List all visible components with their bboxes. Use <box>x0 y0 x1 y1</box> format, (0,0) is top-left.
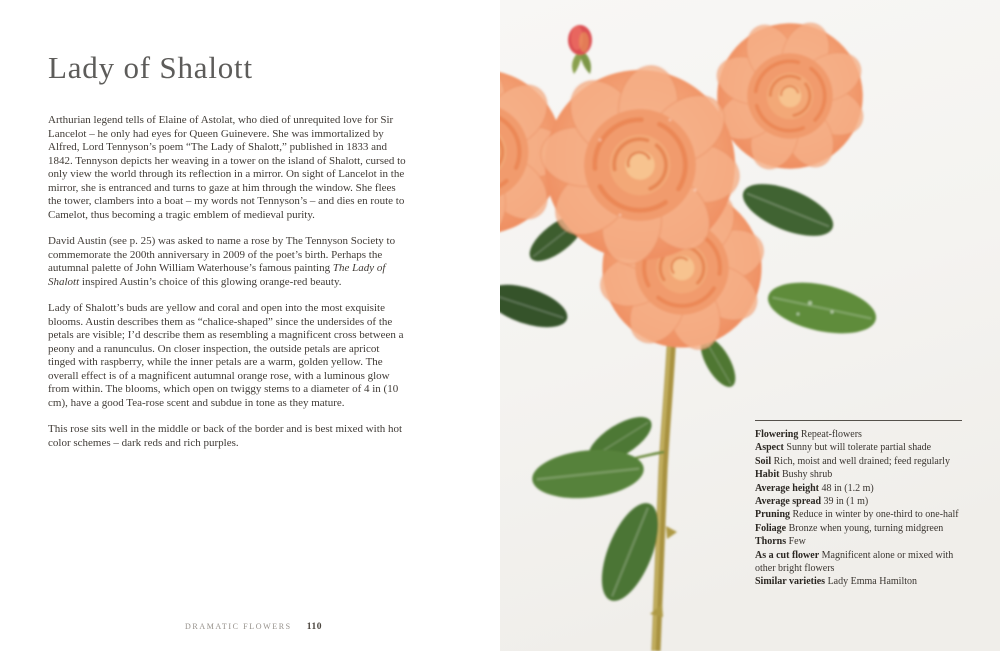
detail-row <box>755 575 973 588</box>
detail-value: Magnificent alone or mixed with other bright flowers <box>755 549 954 575</box>
detail-label: Average spread <box>755 496 822 508</box>
detail-row <box>755 535 973 548</box>
paragraph <box>48 114 406 222</box>
divider-line <box>755 420 962 421</box>
detail-value: Bushy shrub <box>779 469 833 481</box>
detail-value: Rich, moist and well drained; feed regularly <box>771 455 950 467</box>
detail-label: Thorns <box>755 536 787 548</box>
article-body <box>48 114 406 463</box>
text-run: Lady of Shalott’s buds are yellow and coral and open into the most exquisite blooms. Austin describes them as “chalice-shaped” since the undersides of the petals are visible; I’d describe them as resembling a magnificent cross between a peony and a ranunculus. On closer inspection, the outside petals are apricot tinged with raspberry, while the inner petals are a warm, golden yellow. The overall effect is of a magnificent autumnal orange rose, with a luminous glow from within. The blooms, which open on twiggy stems to a diameter of 4 in (10 cm), have a good Tea-rose scent and subdue in tone as they mature. <box>48 302 404 409</box>
text-run: inspired Austin’s choice of this glowing orange-red beauty. <box>79 275 342 288</box>
detail-label: Flowering <box>755 429 799 440</box>
detail-value: Few <box>786 536 806 548</box>
plant-details-list <box>755 428 973 589</box>
page-number: 110 <box>306 622 322 632</box>
page-title: Lady of Shalott <box>48 50 253 85</box>
detail-row <box>755 482 973 495</box>
detail-row <box>755 441 973 454</box>
detail-label: Similar varieties <box>755 576 826 588</box>
text-run: David Austin (see p. 25) was asked to name a rose by The Tennyson Society to commemorate the 200th anniversary in 2009 of the poet’s birth. Perhaps the autumnal palette of John William Waterhouse’s famous painting <box>48 235 396 274</box>
italic-phrase: The Lady of Shalott <box>48 262 386 288</box>
detail-value: Repeat-flowers <box>798 429 862 440</box>
detail-label: Soil <box>755 455 772 467</box>
detail-row <box>755 428 973 441</box>
detail-label: Aspect <box>755 442 784 454</box>
detail-row <box>755 468 973 481</box>
plant-details-panel <box>755 420 973 589</box>
detail-label: As a cut flower <box>755 549 820 561</box>
detail-row <box>755 455 973 468</box>
paragraph <box>48 302 406 410</box>
detail-row <box>755 508 973 521</box>
detail-row <box>755 522 973 535</box>
text-run: This rose sits well in the middle or back of the border and is best mixed with hot color schemes – dark reds and rich purples. <box>48 423 403 449</box>
detail-value: Sunny but will tolerate partial shade <box>783 442 932 454</box>
detail-value: Reduce in winter by one-third to one-half <box>790 509 959 521</box>
detail-row <box>755 495 973 508</box>
detail-label: Foliage <box>755 522 787 534</box>
text-run: Arthurian legend tells of Elaine of Astolat, who died of unrequited love for Sir Lancelot – he only had eyes for Queen Guinevere. She was immortalized by Alfred, Lord Tennyson’s poem “The Lady of Shalott,” published in 1833 and 1842. Tennyson depicts her weaving in a tower on the island of Shalott, cursed to only view the world through its reflection in a mirror. On sight of Lancelot in the mirror, she is entranced and turns to gaze at him through the window. She flees the tower, clambers into a boat – my words not Tennyson’s – and dies en route to Camelot, thus becoming a tragic emblem of medieval purity. <box>48 114 406 221</box>
detail-value: Lady Emma Hamilton <box>825 576 918 588</box>
paragraph <box>48 423 406 450</box>
detail-label: Average height <box>755 482 819 494</box>
detail-value: 48 in (1.2 m) <box>818 482 874 494</box>
section-label: DRAMATIC FLOWERS <box>185 622 292 631</box>
detail-value: Bronze when young, turning midgreen <box>786 522 944 534</box>
detail-row <box>755 549 973 576</box>
detail-label: Habit <box>755 469 780 481</box>
paragraph <box>48 235 406 289</box>
page-footer <box>185 616 322 634</box>
detail-label: Pruning <box>755 509 791 521</box>
detail-value: 39 in (1 m) <box>821 496 869 508</box>
right-page <box>500 0 1000 651</box>
